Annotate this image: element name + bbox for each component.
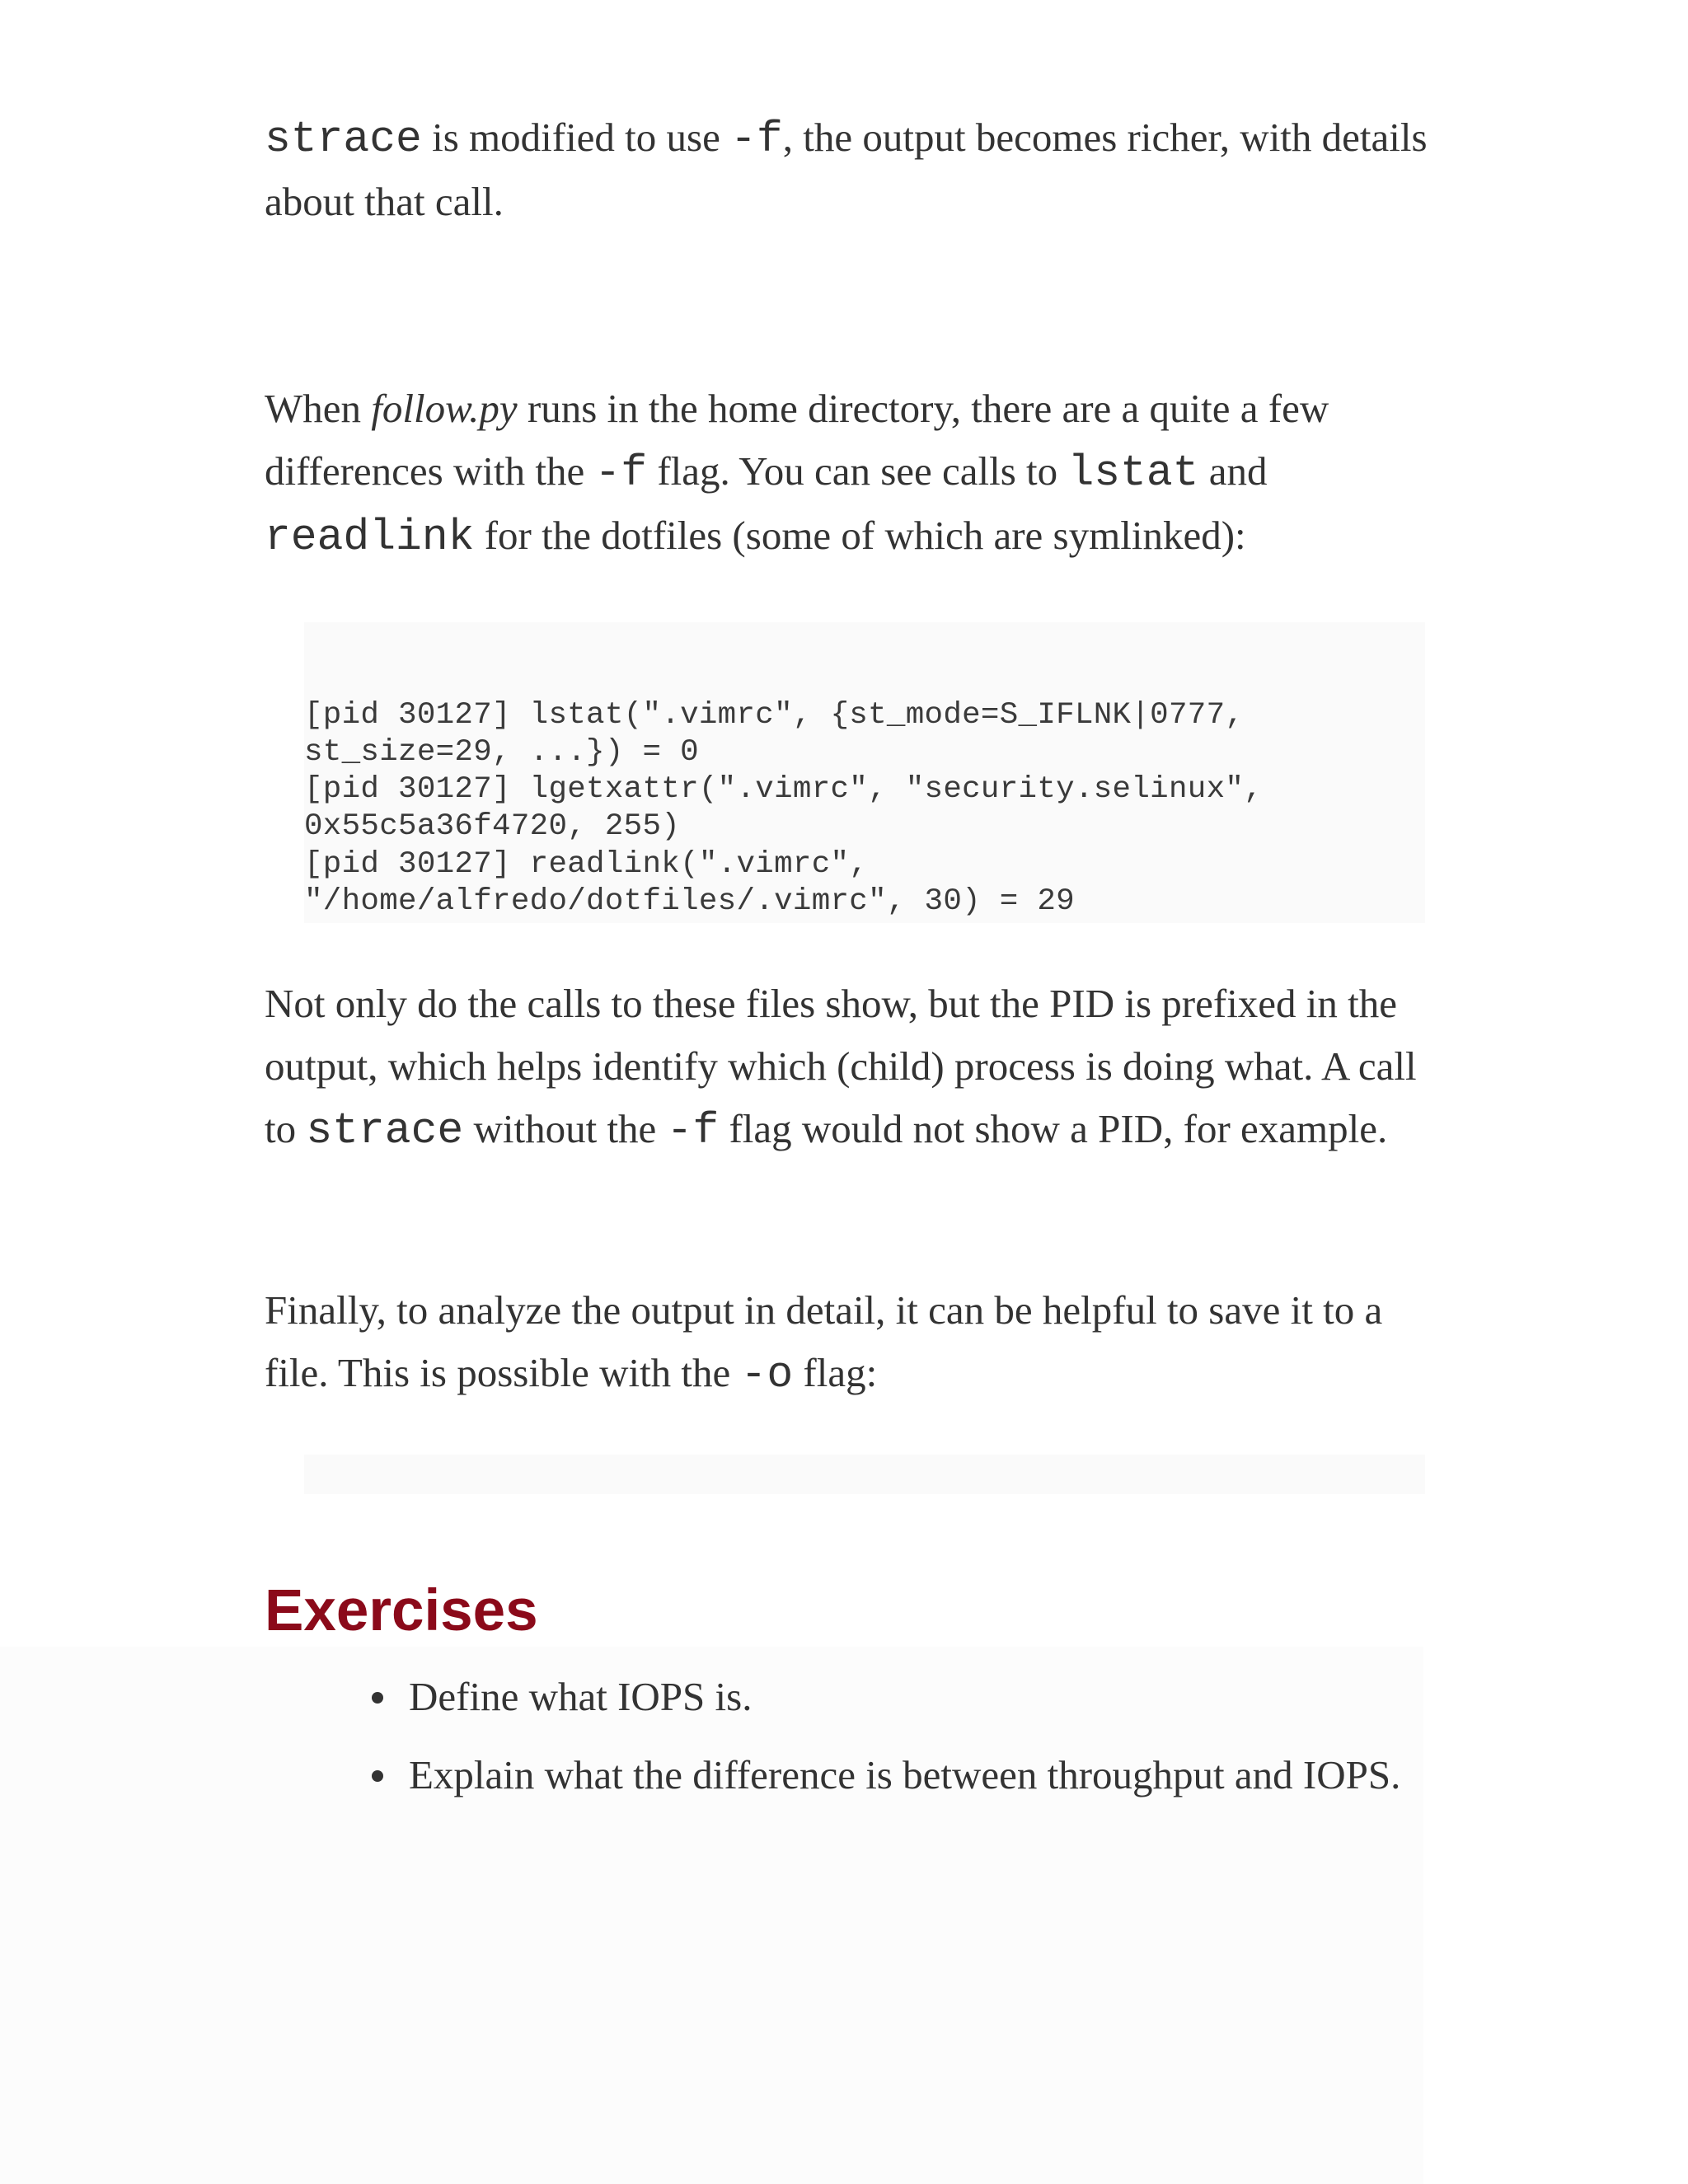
code-line: [pid 30127] lstat(".vimrc", {st_mode=S_IFLNK|0777, — [304, 697, 1245, 733]
bullet-icon — [372, 1692, 383, 1704]
code-line — [304, 921, 1425, 923]
paragraph-text: When — [265, 386, 372, 431]
code-line: [pid 30127] lgetxattr(".vimrc", "security.selinux", — [304, 772, 1263, 808]
inline-code-strace: strace — [265, 115, 422, 164]
paragraph-text: Not only do the calls to these files show, but the PID is prefixed in the output, which helps identify which (child) process is doing what. A call to — [265, 981, 1417, 1151]
inline-code-readlink: readlink — [265, 513, 475, 562]
paragraph-text: flag would not show a PID, for example. — [719, 1106, 1388, 1151]
inline-code-f-flag: -f — [666, 1106, 720, 1155]
paragraph-text: for the dotfiles (some of which are symlinked): — [474, 513, 1246, 558]
inline-code-f-flag: -f — [730, 115, 783, 164]
paragraph-text: , the output becomes richer, with details about that call. — [265, 115, 1428, 224]
paragraph-text: flag: — [793, 1350, 878, 1395]
paragraph-save-output — [265, 1279, 1443, 1406]
code-line: st_size=29, ...}) = 0 — [304, 734, 699, 770]
paragraph-text: without the — [463, 1106, 667, 1151]
code-line: [pid 30127] readlink(".vimrc", — [304, 846, 869, 882]
exercise-item — [265, 1671, 1425, 1722]
code-line: 0x55c5a36f4720, 255) — [304, 809, 681, 845]
code-block-strace-o-command — [304, 1455, 1425, 1494]
exercise-text: Explain what the difference is between throughput and IOPS. — [409, 1752, 1401, 1797]
exercises-heading: Exercises — [265, 1578, 538, 1643]
paragraph-text: Finally, to analyze the output in detail, it can be helpful to save it to a file. This is possible with the — [265, 1287, 1383, 1395]
bullet-icon — [372, 1770, 383, 1782]
paragraph-text: runs in the home directory, there are a quite a few differences with the — [265, 386, 1329, 494]
inline-code-strace: strace — [306, 1106, 464, 1155]
exercises-list — [265, 1671, 1425, 1828]
code-block-strace-output — [304, 622, 1425, 923]
exercise-item — [265, 1750, 1425, 1801]
paragraph-pid-prefix — [265, 972, 1443, 1162]
paragraph-text: flag. You can see calls to — [647, 448, 1068, 494]
italic-filename: follow.py — [371, 386, 518, 431]
code-line: "/home/alfredo/dotfiles/.vimrc", 30) = 29 — [304, 884, 1075, 920]
inline-code-lstat: lstat — [1067, 448, 1199, 498]
exercise-text: Define what IOPS is. — [409, 1674, 753, 1719]
paragraph-strace-f-intro — [265, 106, 1443, 233]
inline-code-o-flag: -o — [740, 1350, 794, 1399]
paragraph-text: is modified to use — [421, 115, 731, 160]
paragraph-text: and — [1198, 448, 1268, 494]
inline-code-f-flag: -f — [594, 448, 648, 498]
paragraph-follow-py-home — [265, 377, 1443, 569]
